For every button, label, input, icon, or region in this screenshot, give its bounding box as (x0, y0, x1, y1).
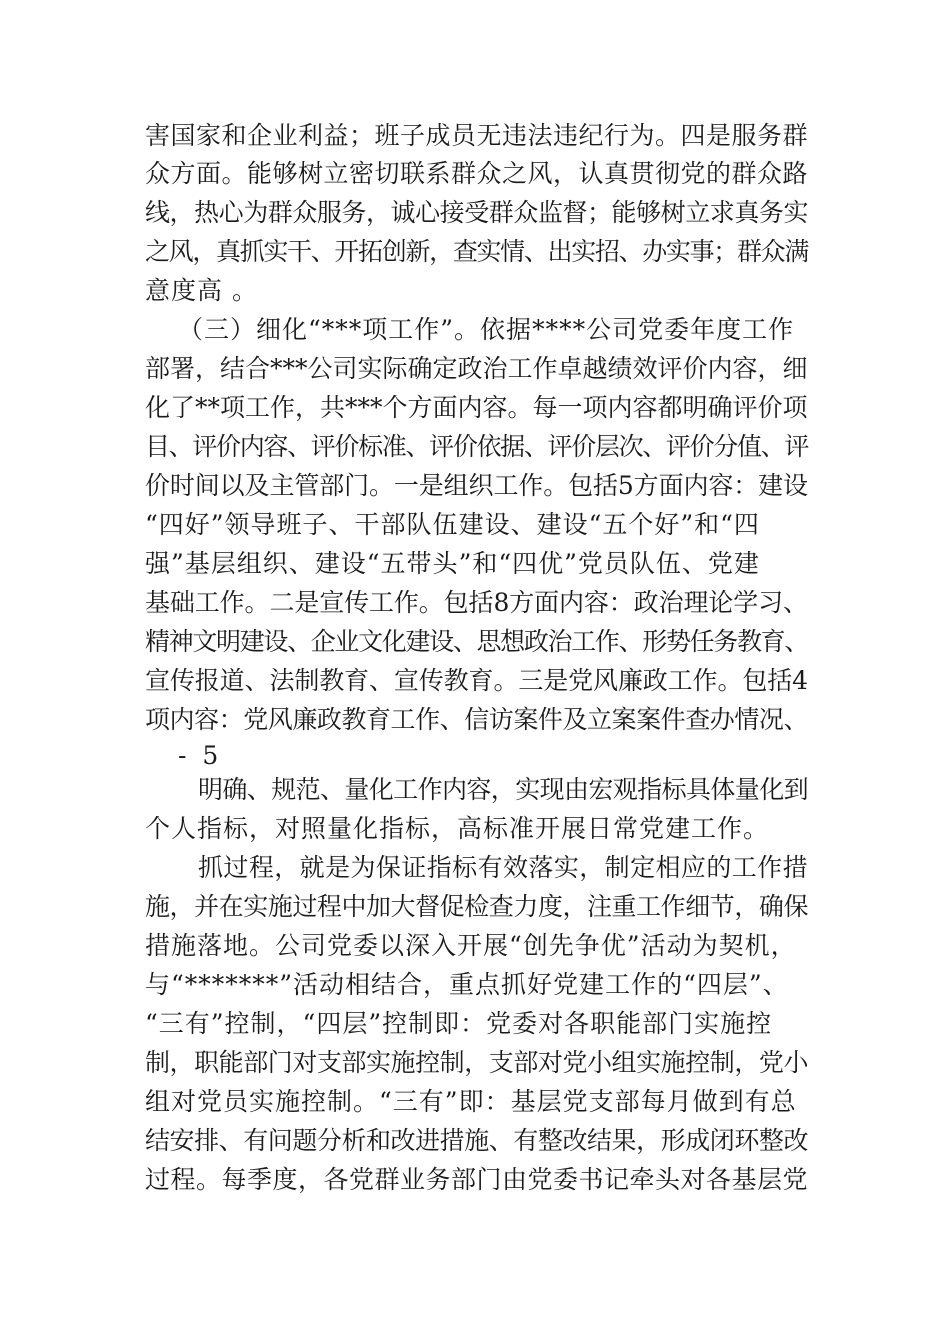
text-line: 目、评价内容、评价标准、评价依据、评价层次、评价分值、评 (145, 432, 809, 461)
text-line: “三有”控制，“四层”控制即：党委对各职能部门实施控 (145, 1009, 773, 1038)
text-line: 项内容：党风廉政教育工作、信访案件及立案案件查办情况、 (145, 705, 809, 734)
text-line: 化了**项工作，共***个方面内容。每一项内容都明确评价项 (145, 393, 808, 422)
text-line: 过程。每季度，各党群业务部门由党委书记牵头对各基层党 (145, 1165, 809, 1194)
text-line: 部署，结合***公司实际确定政治工作卓越绩效评价内容，细 (145, 354, 808, 383)
text-line: 个人指标，对照量化指标，高标准开展日常党建工作。 (145, 814, 770, 843)
text-line: 结安排、有问题分析和改进措施、有整改结果，形成闭环整改 (145, 1126, 809, 1155)
text-line: 组对党员实施控制。“三有”即：基层党支部每月做到有总 (145, 1087, 797, 1116)
text-line: 众方面。能够树立密切联系群众之风，认真贯彻党的群众路 (145, 159, 809, 188)
section-heading-line: （三）细化“***项工作”。依据****公司党委年度工作 (178, 315, 795, 344)
paragraph-first-line: 抓过程，就是为保证指标有效落实，制定相应的工作措 (198, 853, 809, 882)
text-line: 宣传报道、法制教育、宣传教育。三是党风廉政工作。包括4 (145, 666, 808, 695)
text-line: 与“*******”活动相结合，重点抓好党建工作的“四层”、 (145, 970, 789, 999)
text-line: 措施落地。公司党委以深入开展“创先争优”活动为契机， (145, 931, 797, 960)
text-line: 价时间以及主管部门。一是组织工作。包括5方面内容：建设 (145, 471, 808, 500)
text-line: 制，职能部门对支部实施控制，支部对党小组实施控制，党小 (145, 1048, 809, 1077)
text-line: 施，并在实施过程中加大督促检查力度，注重工作细节，确保 (145, 892, 809, 921)
page-number: - 5 (178, 741, 223, 770)
text-line: 线，热心为群众服务，诚心接受群众监督；能够树立求真务实 (145, 198, 809, 227)
text-line: 意度高 。 (145, 276, 258, 305)
paragraph-first-line: 明确、规范、量化工作内容，实现由宏观指标具体量化到 (198, 775, 809, 804)
text-line: 基础工作。二是宣传工作。包括8方面内容：政治理论学习、 (145, 588, 808, 617)
text-line: “四好”领导班子、干部队伍建设、建设“五个好”和“四 (145, 510, 760, 539)
text-line: 害国家和企业利益；班子成员无违法违纪行为。四是服务群 (145, 121, 809, 150)
text-line: 强”基层组织、建设“五带头”和“四优”党员队伍、党建 (145, 549, 760, 578)
text-line: 之风，真抓实干、开拓创新，查实情、出实招、办实事；群众满 (145, 237, 809, 266)
text-line: 精神文明建设、企业文化建设、思想政治工作、形势任务教育、 (145, 627, 809, 656)
